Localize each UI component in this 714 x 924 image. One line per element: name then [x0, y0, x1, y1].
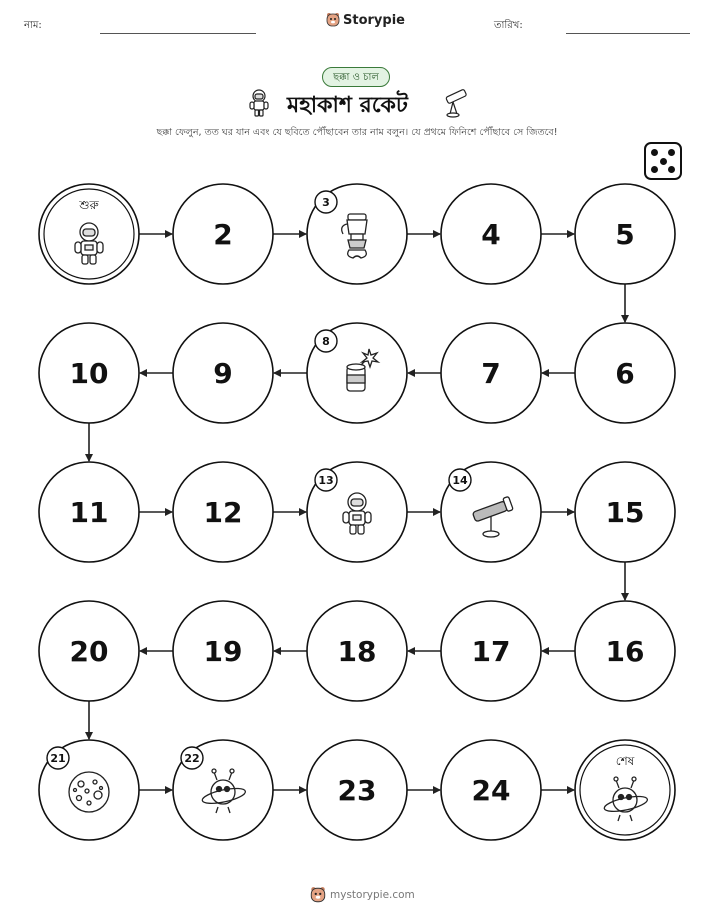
board-space[interactable] — [307, 601, 407, 701]
space-number: 21 — [50, 752, 66, 765]
page-title: মহাকাশ রকেট — [287, 93, 408, 118]
board-space[interactable] — [575, 184, 675, 284]
space-number: 13 — [318, 474, 334, 487]
start-space[interactable] — [39, 184, 139, 284]
board-space[interactable] — [307, 184, 407, 284]
board-space[interactable] — [441, 184, 541, 284]
space-number: 5 — [615, 218, 635, 251]
board-space[interactable] — [575, 323, 675, 423]
space-number: 19 — [203, 635, 243, 668]
brand-name: Storypie — [343, 12, 405, 28]
space-number: 7 — [481, 357, 501, 390]
space-number: 15 — [605, 496, 645, 529]
board-space[interactable] — [441, 740, 541, 840]
board-space[interactable] — [173, 323, 273, 423]
space-number: 16 — [605, 635, 645, 668]
footer-url: mystorypie.com — [330, 889, 415, 901]
board-space[interactable] — [441, 323, 541, 423]
board-space[interactable] — [575, 601, 675, 701]
board-space[interactable] — [575, 462, 675, 562]
game-type-badge: ছক্কা ও চাল — [322, 67, 390, 87]
space-number: 14 — [452, 474, 468, 487]
board-space[interactable] — [307, 462, 407, 562]
finish-space[interactable] — [575, 740, 675, 840]
space-number: 11 — [69, 496, 109, 529]
space-number: 18 — [337, 635, 377, 668]
board-space[interactable] — [307, 323, 407, 423]
space-number: 22 — [184, 752, 200, 765]
space-number: 3 — [322, 196, 330, 209]
board-space[interactable] — [307, 740, 407, 840]
end-label: শেষ — [615, 754, 635, 768]
space-number: 2 — [213, 218, 233, 251]
board-space[interactable] — [39, 462, 139, 562]
board-space[interactable] — [39, 323, 139, 423]
board-space[interactable] — [173, 462, 273, 562]
board-space[interactable] — [39, 601, 139, 701]
space-number: 9 — [213, 357, 233, 390]
date-label: তারিখ: — [494, 20, 523, 31]
space-number: 20 — [69, 635, 109, 668]
moon-icon — [69, 772, 109, 812]
space-number: 17 — [471, 635, 511, 668]
space-number: 8 — [322, 335, 330, 348]
name-label: নাম: — [24, 20, 42, 31]
space-number: 10 — [69, 357, 109, 390]
board-space[interactable] — [173, 601, 273, 701]
space-number: 12 — [203, 496, 243, 529]
board-space[interactable] — [441, 601, 541, 701]
board-space[interactable] — [39, 740, 139, 840]
board-space[interactable] — [173, 740, 273, 840]
footer — [310, 886, 415, 904]
instructions: ছক্কা ফেলুন, তত ঘর যান এবং যে ছবিতে পৌঁছাবেন তার নাম বলুন। যে প্রথমে ফিনিশে পৌঁছাবে সে জিতবে! — [156, 127, 558, 138]
board-space[interactable] — [173, 184, 273, 284]
bear-mascot-icon — [310, 886, 326, 904]
start-label: শুরু — [79, 198, 99, 212]
space-number: 6 — [615, 357, 635, 390]
space-number: 23 — [337, 774, 377, 807]
space-number: 24 — [471, 774, 511, 807]
space-number: 4 — [481, 218, 501, 251]
board-space[interactable] — [441, 462, 541, 562]
